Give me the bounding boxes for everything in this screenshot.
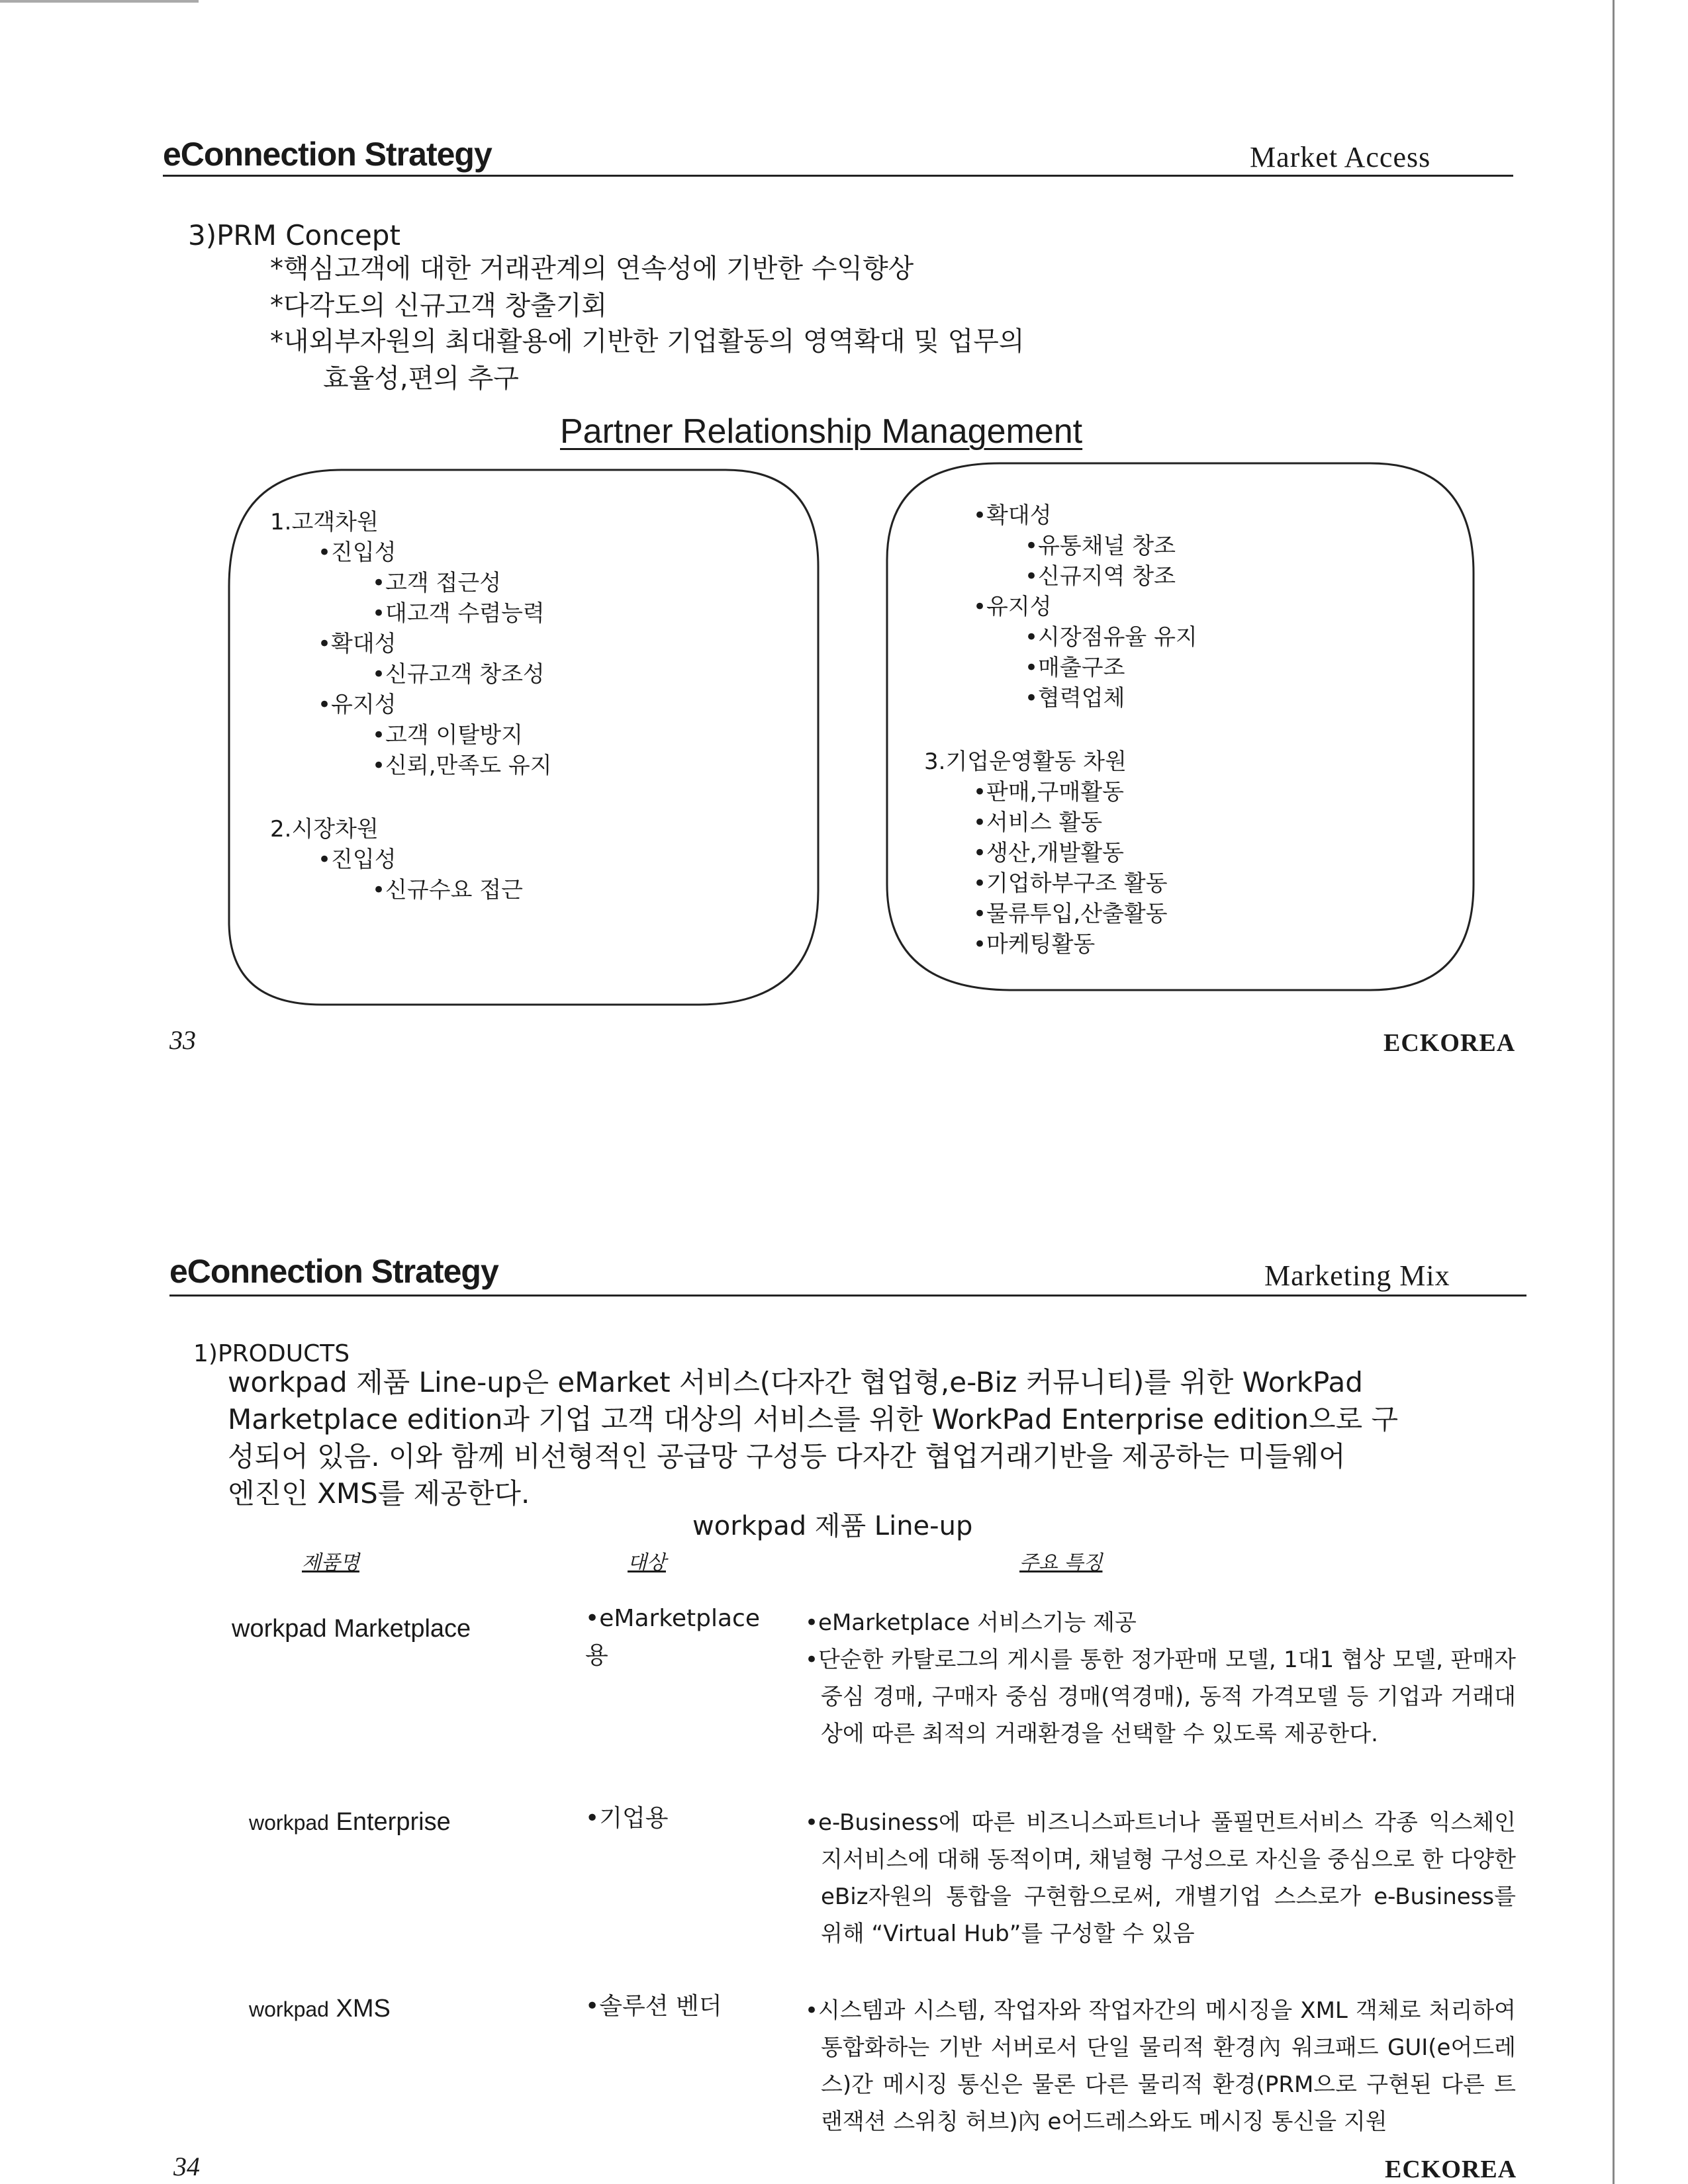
right-box-line-3: •신규지역 창조 [1025, 563, 1176, 590]
product-target-xms: •솔루션 벤더 [585, 1993, 722, 2020]
right-box-line-7: •협력업체 [1025, 685, 1125, 711]
product-target-marketplace: •eMarketplace 용 [585, 1605, 760, 1669]
product-name-xms [249, 1995, 391, 2023]
page1-header-rule [163, 175, 1513, 177]
feature-line: •단순한 카탈로그의 게시를 통한 정가판매 모델, 1대1 협상 모델, 판매자 중심 경매, 구매자 중심 경매(역경매), 동적 가격모델 등 기업과 거래대상에 따른 최적의 거래환경을 선택할 수 있도록 제공한다. [805, 1647, 1516, 1747]
page2-company: ECKOREA [1385, 2156, 1517, 2183]
right-box-line-10: •서비스 활동 [973, 809, 1103, 836]
prm-point-3-continued: 효율성,편의 추구 [323, 363, 519, 394]
products-intro-line-1: workpad 제품 Line-up은 eMarket 서비스(다자간 협업형,e-Biz 커뮤니티)를 위한 WorkPad [228, 1366, 1363, 1398]
column-target: 대상 [628, 1551, 666, 1574]
feature-line: •시스템과 시스템, 작업자와 작업자간의 메시징을 XML 객체로 처리하여 통합화하는 기반 서버로서 단일 물리적 환경內 워크패드 GUI(e어드레스)간 메시징 통신은 물론 다른 물리적 환경(PRM으로 구현된 다른 트랜잭션 스위칭 허브)內 e어드레스와도 메시징 통신을 지원 [805, 1997, 1516, 2135]
page2-number: 34 [173, 2152, 200, 2181]
products-intro-line-4: 엔진인 XMS를 제공한다. [228, 1477, 530, 1510]
right-box-line-13: •물류투입,산출활동 [973, 901, 1168, 927]
column-features: 주요 특징 [1019, 1551, 1103, 1574]
right-box-line-11: •생산,개발활동 [973, 840, 1124, 866]
product-name-enterprise [249, 1808, 451, 1837]
left-box-line-3: •고객 접근성 [372, 570, 502, 596]
left-box-line-11: •진입성 [318, 846, 397, 873]
right-box-line-4: •유지성 [973, 594, 1052, 620]
prm-heading: 3)PRM Concept [188, 219, 400, 251]
products-intro-line-3: 성되어 있음. 이와 함께 비선형적인 공급망 구성등 다자간 협업거래기반을 제공하는 미들웨어 [228, 1440, 1346, 1473]
product-target-enterprise: •기업용 [585, 1805, 669, 1832]
scan-edge-line [1613, 0, 1615, 2184]
left-box-line-4: •대고객 수렴능력 [372, 600, 545, 627]
prm-diagram-title: Partner Relationship Management [560, 412, 1083, 451]
lineup-table-title: workpad 제품 Line-up [692, 1511, 973, 1541]
feature-line: •e-Business에 따른 비즈니스파트너나 풀필먼트서비스 각종 익스체인지서비스에 대해 동적이며, 채널형 구성으로 자신을 중심으로 한 다양한 eBiz자원의 통합을 구현함으로써, 개별기업 스스로가 e-Business를 위해 “Virtual Hub”를 구성할 수 있음 [805, 1809, 1517, 1947]
right-box-frame [880, 461, 1480, 995]
prm-point-2: *다각도의 신규고객 창출기회 [270, 291, 608, 321]
prm-point-1: *핵심고객에 대한 거래관계의 연속성에 기반한 수익향상 [270, 253, 914, 284]
product-name-prefix: workpad [249, 1811, 329, 1835]
product-features-enterprise [805, 1804, 1516, 1952]
left-box-line-8: •고객 이탈방지 [372, 722, 523, 749]
products-intro-line-2: Marketplace edition과 기업 고객 대상의 서비스를 위한 WorkPad Enterprise edition으로 구 [228, 1403, 1399, 1435]
page1-company: ECKOREA [1383, 1029, 1516, 1057]
left-box-line-5: •확대성 [318, 631, 397, 657]
right-box-line-8: 3.기업운영활동 차원 [924, 749, 1127, 775]
feature-line: •eMarketplace 서비스기능 제공 [805, 1610, 1137, 1636]
column-product-name: 제품명 [302, 1551, 359, 1574]
right-box-line-9: •판매,구매활동 [973, 779, 1124, 805]
products-heading: 1)PRODUCTS [193, 1340, 350, 1367]
right-box-line-12: •기업하부구조 활동 [973, 870, 1168, 897]
product-name-prefix: workpad [249, 1997, 329, 2021]
left-box-line-12: •신규수요 접근 [372, 877, 523, 903]
page1-number: 33 [169, 1025, 196, 1055]
scan-top-mark [0, 0, 199, 3]
left-box-line-1: 1.고객차원 [270, 509, 379, 535]
page2-brand: eConnection Strategy [169, 1253, 498, 1290]
prm-point-3: *내외부자원의 최대활용에 기반한 기업활동의 영역확대 및 업무의 [270, 326, 1025, 357]
product-features-xms [805, 1992, 1516, 2140]
page2-header-rule [169, 1295, 1526, 1297]
left-box-line-10: 2.시장차원 [270, 816, 379, 842]
right-box-line-1: •확대성 [973, 502, 1052, 529]
left-box-line-9: •신뢰,만족도 유지 [372, 752, 552, 779]
right-box-line-2: •유통채널 창조 [1025, 533, 1176, 559]
left-box-line-2: •진입성 [318, 539, 397, 566]
page1-section-title: Market Access [1250, 141, 1431, 173]
page2-section-title: Marketing Mix [1264, 1259, 1450, 1292]
right-box-line-14: •마케팅활동 [973, 931, 1096, 958]
page1-brand: eConnection Strategy [163, 136, 492, 173]
product-name-marketplace: workpad Marketplace [232, 1615, 471, 1643]
left-box-line-6: •신규고객 창조성 [372, 661, 545, 688]
left-box-line-7: •유지성 [318, 692, 397, 718]
right-box-line-6: •매출구조 [1025, 655, 1125, 681]
right-box-line-5: •시장점유율 유지 [1025, 624, 1197, 651]
product-name-suffix: XMS [336, 1995, 391, 2023]
product-name-suffix: Enterprise [336, 1808, 451, 1836]
product-features-marketplace [805, 1604, 1516, 1752]
